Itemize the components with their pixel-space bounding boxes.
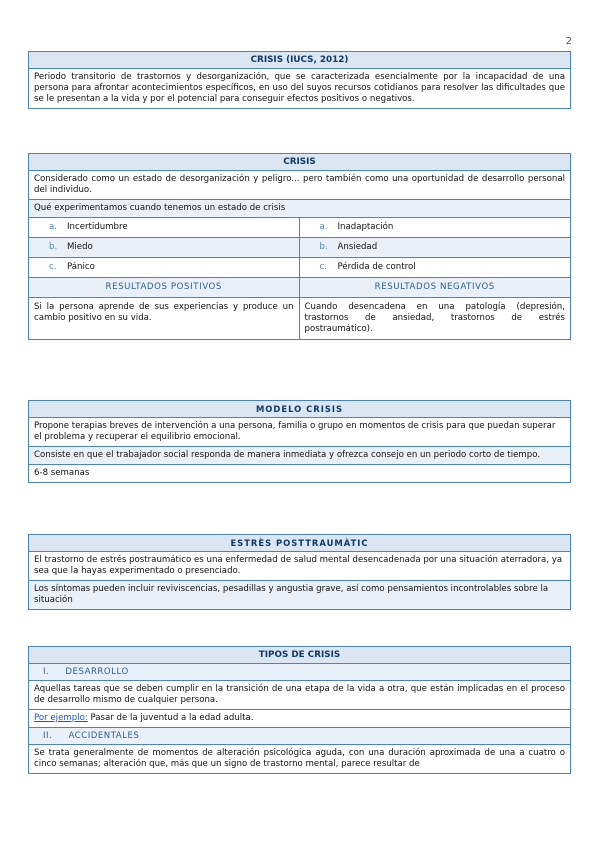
- desarrollo-example: Por ejemplo: Pasar de la juventud a la edad adulta.: [29, 710, 570, 728]
- estres-row-2: Los síntomas pueden incluir reviviscencias, pesadillas y angustia grave, así como pensamientos incontrolables sobre la situación: [29, 581, 570, 609]
- negative-results-header: RESULTADOS NEGATIVOS: [300, 278, 571, 297]
- crisis-items-row-c: [29, 258, 570, 278]
- page-number: 2: [565, 36, 572, 47]
- estres-table: [28, 534, 571, 610]
- crisis-question: Qué experimentamos cuando tenemos un estado de crisis: [29, 200, 570, 218]
- left-item-b: b. Miedo: [29, 238, 300, 257]
- results-row: [29, 298, 570, 339]
- tipos-crisis-title: TIPOS DE CRISIS: [29, 647, 570, 664]
- modelo-crisis-row-1: Propone terapias breves de intervención a una persona, familia o grupo en momentos de crisis para que puedan superar el problema y recuperar el equilibrio emocional.: [29, 418, 570, 447]
- modelo-crisis-table: [28, 400, 571, 483]
- desarrollo-text: Aquellas tareas que se deben cumplir en la transición de una etapa de la vida a otra, que están implicadas en el proceso de desarrollo mismo de cualquier persona.: [29, 681, 570, 710]
- positive-results-header: RESULTADOS POSITIVOS: [29, 278, 300, 297]
- crisis-items-row-b: [29, 238, 570, 258]
- negative-results-text: Cuando desencadena en una patología (depresión, trastornos de ansiedad, trastornos de estrés postraumático).: [304, 302, 565, 334]
- modelo-crisis-title: MODELO CRISIS: [29, 401, 570, 418]
- crisis-table: [28, 153, 571, 340]
- tipos-crisis-table: [28, 646, 571, 774]
- results-header-row: [29, 278, 570, 298]
- crisis-title: CRISIS: [29, 154, 570, 171]
- left-item-c: c. Pánico: [29, 258, 300, 277]
- estres-row-1: El trastorno de estrés postraumático es una enfermedad de salud mental desencadenada por una situación aterradora, ya sea que la hayas experimentado o presenciado.: [29, 552, 570, 581]
- right-item-a: a. Inadaptación: [319, 222, 394, 232]
- modelo-crisis-row-2: Consiste en que el trabajador social responda de manera inmediata y ofrezca consejo en un periodo corto de tiempo.: [29, 447, 570, 465]
- right-item-c: c. Pérdida de control: [319, 262, 416, 272]
- modelo-crisis-row-3: 6-8 semanas: [34, 468, 90, 478]
- left-item-a: a. Incertidumbre: [29, 218, 300, 237]
- example-link[interactable]: Por ejemplo:: [34, 713, 88, 723]
- crisis-definition: Considerado como un estado de desorganización y peligro... pero también como una oportunidad de desarrollo personal del individuo.: [29, 171, 570, 200]
- accidentales-heading: II. ACCIDENTALES: [29, 728, 570, 745]
- crisis-iucs-table: [28, 51, 571, 109]
- desarrollo-heading: I. DESARROLLO: [29, 664, 570, 681]
- right-item-b: b. Ansiedad: [300, 238, 571, 257]
- positive-results-text: Si la persona aprende de sus experiencias y produce un cambio positivo en su vida.: [29, 298, 300, 339]
- crisis-iucs-title: CRISIS (IUCS, 2012): [29, 52, 570, 69]
- estres-title: ESTRÈS POSTTRAUMÀTIC: [29, 535, 570, 552]
- accidentales-text: Se trata generalmente de momentos de alteración psicológica aguda, con una duración aproximada de una a cuatro o cinco semanas; alteración que, más que un signo de trastorno mental, parece resultar de: [34, 748, 565, 769]
- crisis-iucs-body: Periodo transitorio de trastornos y desorganización, que se caracterizada esencialmente por la incapacidad de una persona para afrontar acontecimientos específicos, en uso del suyos recursos cotidianos para resolver las dificultades que se le presentan a la vida y por el potencial para conseguir efectos positivos o negativos.: [34, 72, 565, 104]
- crisis-items-row-a: [29, 218, 570, 238]
